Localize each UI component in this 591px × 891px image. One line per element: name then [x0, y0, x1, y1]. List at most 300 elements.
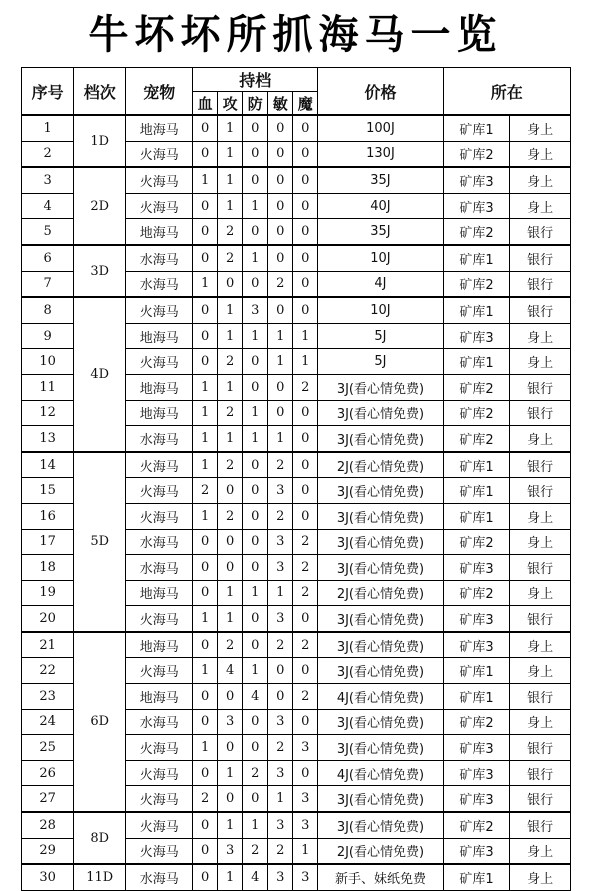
cell-place: 身上 — [510, 167, 571, 193]
cell-tier: 3D — [74, 245, 126, 297]
header-price: 价格 — [318, 68, 443, 116]
cell-mine: 矿库2 — [443, 271, 510, 297]
cell-attr: 1 — [218, 115, 243, 141]
cell-no: 15 — [22, 478, 74, 504]
cell-price: 4J — [318, 271, 443, 297]
cell-no: 19 — [22, 580, 74, 606]
header-pet: 宠物 — [126, 68, 193, 116]
cell-pet: 火海马 — [126, 760, 193, 786]
cell-attr: 0 — [268, 141, 293, 167]
cell-pet: 火海马 — [126, 735, 193, 761]
cell-attr: 1 — [293, 323, 318, 349]
cell-place: 身上 — [510, 141, 571, 167]
cell-no: 20 — [22, 606, 74, 632]
cell-pet: 火海马 — [126, 452, 193, 478]
cell-pet: 火海马 — [126, 297, 193, 323]
cell-attr: 0 — [293, 503, 318, 529]
table-row — [22, 167, 571, 193]
cell-mine: 矿库1 — [443, 115, 510, 141]
header-tier: 档次 — [74, 68, 126, 116]
cell-no: 7 — [22, 271, 74, 297]
cell-pet: 地海马 — [126, 115, 193, 141]
cell-no: 26 — [22, 760, 74, 786]
cell-attr: 0 — [193, 838, 218, 864]
cell-attr: 2 — [293, 632, 318, 658]
cell-attr: 3 — [268, 529, 293, 555]
cell-attr: 0 — [218, 555, 243, 581]
header-attr-group: 持档 — [193, 68, 318, 92]
header-attr-def: 防 — [243, 92, 268, 116]
cell-pet: 地海马 — [126, 580, 193, 606]
cell-place: 银行 — [510, 478, 571, 504]
cell-no: 8 — [22, 297, 74, 323]
cell-no: 22 — [22, 658, 74, 684]
cell-mine: 矿库3 — [443, 838, 510, 864]
cell-place: 银行 — [510, 812, 571, 838]
cell-place: 银行 — [510, 555, 571, 581]
cell-pet: 水海马 — [126, 709, 193, 735]
cell-mine: 矿库3 — [443, 555, 510, 581]
cell-attr: 1 — [218, 297, 243, 323]
cell-attr: 0 — [193, 297, 218, 323]
cell-place: 银行 — [510, 245, 571, 271]
cell-mine: 矿库3 — [443, 786, 510, 812]
cell-attr: 2 — [293, 374, 318, 400]
table-row — [22, 115, 571, 141]
cell-attr: 0 — [243, 632, 268, 658]
cell-place: 身上 — [510, 838, 571, 864]
cell-price: 10J — [318, 297, 443, 323]
cell-no: 29 — [22, 838, 74, 864]
cell-attr: 0 — [243, 555, 268, 581]
cell-place: 身上 — [510, 426, 571, 452]
cell-mine: 矿库1 — [443, 684, 510, 710]
cell-pet: 地海马 — [126, 400, 193, 426]
cell-mine: 矿库2 — [443, 400, 510, 426]
cell-no: 11 — [22, 374, 74, 400]
cell-attr: 1 — [218, 167, 243, 193]
cell-attr: 2 — [218, 349, 243, 375]
cell-place: 银行 — [510, 786, 571, 812]
cell-attr: 1 — [218, 864, 243, 890]
cell-price: 10J — [318, 245, 443, 271]
cell-mine: 矿库3 — [443, 760, 510, 786]
cell-mine: 矿库1 — [443, 864, 510, 890]
cell-attr: 0 — [218, 271, 243, 297]
cell-no: 13 — [22, 426, 74, 452]
cell-mine: 矿库2 — [443, 529, 510, 555]
cell-attr: 1 — [193, 374, 218, 400]
cell-place: 银行 — [510, 400, 571, 426]
cell-attr: 0 — [243, 735, 268, 761]
cell-attr: 1 — [193, 400, 218, 426]
cell-attr: 0 — [293, 606, 318, 632]
cell-attr: 0 — [218, 735, 243, 761]
cell-attr: 0 — [268, 219, 293, 245]
cell-attr: 0 — [218, 684, 243, 710]
cell-price: 新手、妹纸免费 — [318, 864, 443, 890]
cell-place: 银行 — [510, 271, 571, 297]
cell-no: 5 — [22, 219, 74, 245]
cell-attr: 1 — [218, 193, 243, 219]
header-no: 序号 — [22, 68, 74, 116]
cell-attr: 0 — [193, 760, 218, 786]
cell-attr: 0 — [293, 271, 318, 297]
cell-price: 3J(看心情免费) — [318, 632, 443, 658]
cell-mine: 矿库1 — [443, 658, 510, 684]
cell-place: 身上 — [510, 193, 571, 219]
cell-attr: 2 — [293, 555, 318, 581]
table-row — [22, 452, 571, 478]
cell-no: 24 — [22, 709, 74, 735]
cell-price: 3J(看心情免费) — [318, 735, 443, 761]
cell-mine: 矿库2 — [443, 219, 510, 245]
cell-attr: 4 — [243, 684, 268, 710]
cell-pet: 地海马 — [126, 374, 193, 400]
cell-attr: 2 — [243, 760, 268, 786]
cell-attr: 0 — [193, 684, 218, 710]
cell-pet: 火海马 — [126, 141, 193, 167]
cell-attr: 1 — [218, 812, 243, 838]
cell-attr: 0 — [243, 167, 268, 193]
header-location: 所在 — [443, 68, 570, 116]
cell-attr: 1 — [193, 606, 218, 632]
cell-attr: 3 — [293, 812, 318, 838]
cell-attr: 4 — [243, 864, 268, 890]
cell-attr: 0 — [293, 760, 318, 786]
cell-price: 35J — [318, 167, 443, 193]
cell-attr: 0 — [243, 529, 268, 555]
cell-attr: 3 — [268, 709, 293, 735]
cell-mine: 矿库3 — [443, 323, 510, 349]
cell-price: 5J — [318, 323, 443, 349]
cell-no: 16 — [22, 503, 74, 529]
cell-mine: 矿库1 — [443, 297, 510, 323]
cell-no: 4 — [22, 193, 74, 219]
cell-price: 3J(看心情免费) — [318, 606, 443, 632]
cell-mine: 矿库3 — [443, 193, 510, 219]
cell-tier: 8D — [74, 812, 126, 864]
cell-attr: 0 — [293, 193, 318, 219]
cell-attr: 1 — [218, 141, 243, 167]
cell-attr: 0 — [293, 141, 318, 167]
cell-place: 身上 — [510, 503, 571, 529]
cell-attr: 0 — [193, 580, 218, 606]
cell-attr: 1 — [293, 349, 318, 375]
cell-attr: 0 — [243, 709, 268, 735]
cell-mine: 矿库2 — [443, 374, 510, 400]
cell-price: 40J — [318, 193, 443, 219]
cell-place: 身上 — [510, 115, 571, 141]
cell-attr: 1 — [193, 452, 218, 478]
table-row — [22, 812, 571, 838]
cell-place: 身上 — [510, 580, 571, 606]
cell-attr: 1 — [218, 374, 243, 400]
cell-place: 银行 — [510, 684, 571, 710]
cell-tier: 6D — [74, 632, 126, 812]
cell-price: 35J — [318, 219, 443, 245]
cell-price: 5J — [318, 349, 443, 375]
cell-attr: 0 — [293, 245, 318, 271]
cell-tier: 2D — [74, 167, 126, 245]
cell-no: 25 — [22, 735, 74, 761]
cell-no: 14 — [22, 452, 74, 478]
cell-attr: 2 — [293, 580, 318, 606]
cell-price: 3J(看心情免费) — [318, 709, 443, 735]
cell-attr: 0 — [293, 219, 318, 245]
cell-attr: 0 — [268, 400, 293, 426]
cell-pet: 火海马 — [126, 786, 193, 812]
cell-attr: 1 — [193, 271, 218, 297]
cell-pet: 水海马 — [126, 555, 193, 581]
cell-attr: 1 — [218, 760, 243, 786]
cell-attr: 2 — [268, 452, 293, 478]
cell-attr: 0 — [193, 219, 218, 245]
cell-price: 4J(看心情免费) — [318, 684, 443, 710]
cell-attr: 0 — [243, 349, 268, 375]
cell-attr: 2 — [268, 838, 293, 864]
cell-pet: 火海马 — [126, 503, 193, 529]
cell-pet: 火海马 — [126, 193, 193, 219]
header-attr-hp: 血 — [193, 92, 218, 116]
cell-price: 3J(看心情免费) — [318, 478, 443, 504]
cell-attr: 0 — [268, 684, 293, 710]
cell-attr: 3 — [218, 709, 243, 735]
cell-attr: 0 — [193, 193, 218, 219]
seahorse-table — [21, 67, 571, 891]
cell-no: 2 — [22, 141, 74, 167]
cell-attr: 0 — [193, 632, 218, 658]
cell-attr: 0 — [193, 115, 218, 141]
cell-attr: 0 — [243, 271, 268, 297]
cell-price: 3J(看心情免费) — [318, 812, 443, 838]
cell-pet: 火海马 — [126, 478, 193, 504]
cell-pet: 火海马 — [126, 606, 193, 632]
cell-attr: 1 — [243, 323, 268, 349]
cell-no: 9 — [22, 323, 74, 349]
cell-tier: 4D — [74, 297, 126, 452]
cell-attr: 2 — [243, 838, 268, 864]
cell-mine: 矿库1 — [443, 478, 510, 504]
cell-price: 2J(看心情免费) — [318, 452, 443, 478]
cell-attr: 0 — [293, 478, 318, 504]
cell-attr: 2 — [193, 786, 218, 812]
cell-no: 27 — [22, 786, 74, 812]
cell-attr: 2 — [293, 684, 318, 710]
cell-mine: 矿库3 — [443, 735, 510, 761]
cell-pet: 水海马 — [126, 529, 193, 555]
cell-attr: 0 — [218, 529, 243, 555]
cell-no: 21 — [22, 632, 74, 658]
cell-mine: 矿库1 — [443, 503, 510, 529]
cell-pet: 水海马 — [126, 245, 193, 271]
cell-attr: 1 — [268, 323, 293, 349]
cell-tier: 11D — [74, 864, 126, 890]
cell-place: 身上 — [510, 709, 571, 735]
cell-price: 3J(看心情免费) — [318, 786, 443, 812]
cell-attr: 3 — [293, 735, 318, 761]
cell-attr: 0 — [243, 503, 268, 529]
page-title: 牛坏坏所抓海马一览 — [88, 12, 503, 58]
cell-attr: 1 — [193, 503, 218, 529]
cell-no: 23 — [22, 684, 74, 710]
cell-attr: 0 — [268, 115, 293, 141]
cell-attr: 1 — [243, 580, 268, 606]
cell-attr: 1 — [218, 606, 243, 632]
cell-attr: 1 — [268, 786, 293, 812]
cell-attr: 1 — [268, 580, 293, 606]
cell-mine: 矿库1 — [443, 452, 510, 478]
cell-pet: 水海马 — [126, 271, 193, 297]
cell-tier: 5D — [74, 452, 126, 632]
cell-attr: 3 — [218, 838, 243, 864]
cell-attr: 2 — [218, 632, 243, 658]
cell-attr: 0 — [243, 478, 268, 504]
cell-attr: 1 — [243, 812, 268, 838]
cell-attr: 0 — [268, 245, 293, 271]
cell-attr: 0 — [268, 658, 293, 684]
cell-pet: 火海马 — [126, 349, 193, 375]
cell-attr: 1 — [218, 323, 243, 349]
cell-mine: 矿库3 — [443, 632, 510, 658]
cell-mine: 矿库2 — [443, 580, 510, 606]
cell-attr: 3 — [268, 760, 293, 786]
cell-pet: 地海马 — [126, 684, 193, 710]
cell-price: 2J(看心情免费) — [318, 838, 443, 864]
cell-attr: 1 — [243, 400, 268, 426]
table-row — [22, 632, 571, 658]
cell-attr: 0 — [193, 555, 218, 581]
cell-attr: 3 — [268, 812, 293, 838]
cell-attr: 2 — [218, 400, 243, 426]
cell-place: 银行 — [510, 760, 571, 786]
cell-place: 身上 — [510, 349, 571, 375]
cell-no: 28 — [22, 812, 74, 838]
cell-tier: 1D — [74, 115, 126, 167]
cell-attr: 0 — [218, 786, 243, 812]
table-row — [22, 245, 571, 271]
cell-place: 银行 — [510, 219, 571, 245]
cell-attr: 3 — [243, 297, 268, 323]
cell-attr: 2 — [293, 529, 318, 555]
cell-attr: 0 — [268, 167, 293, 193]
cell-attr: 0 — [218, 478, 243, 504]
header-attr-mag: 魔 — [293, 92, 318, 116]
cell-attr: 1 — [218, 580, 243, 606]
cell-attr: 0 — [193, 812, 218, 838]
cell-price: 3J(看心情免费) — [318, 400, 443, 426]
cell-attr: 0 — [293, 452, 318, 478]
cell-attr: 0 — [243, 452, 268, 478]
cell-price: 3J(看心情免费) — [318, 426, 443, 452]
table-row — [22, 297, 571, 323]
header-row — [22, 68, 571, 92]
cell-attr: 2 — [268, 735, 293, 761]
cell-no: 6 — [22, 245, 74, 271]
cell-attr: 3 — [268, 606, 293, 632]
cell-attr: 1 — [193, 167, 218, 193]
cell-no: 1 — [22, 115, 74, 141]
cell-pet: 火海马 — [126, 167, 193, 193]
cell-mine: 矿库1 — [443, 349, 510, 375]
cell-attr: 2 — [218, 245, 243, 271]
header-attr-agi: 敏 — [268, 92, 293, 116]
cell-attr: 0 — [243, 786, 268, 812]
cell-attr: 0 — [193, 529, 218, 555]
cell-pet: 地海马 — [126, 219, 193, 245]
cell-mine: 矿库2 — [443, 709, 510, 735]
cell-attr: 0 — [293, 400, 318, 426]
cell-attr: 0 — [293, 426, 318, 452]
cell-attr: 0 — [193, 323, 218, 349]
cell-pet: 火海马 — [126, 812, 193, 838]
cell-no: 12 — [22, 400, 74, 426]
cell-place: 身上 — [510, 864, 571, 890]
cell-place: 银行 — [510, 374, 571, 400]
cell-price: 3J(看心情免费) — [318, 658, 443, 684]
cell-attr: 0 — [243, 606, 268, 632]
cell-mine: 矿库2 — [443, 812, 510, 838]
cell-attr: 1 — [193, 735, 218, 761]
cell-place: 身上 — [510, 632, 571, 658]
cell-mine: 矿库2 — [443, 426, 510, 452]
cell-attr: 2 — [268, 632, 293, 658]
cell-attr: 3 — [293, 786, 318, 812]
cell-place: 银行 — [510, 735, 571, 761]
cell-attr: 1 — [268, 426, 293, 452]
cell-place: 身上 — [510, 323, 571, 349]
cell-place: 身上 — [510, 529, 571, 555]
cell-attr: 2 — [218, 219, 243, 245]
cell-attr: 0 — [293, 709, 318, 735]
cell-attr: 0 — [193, 349, 218, 375]
cell-no: 10 — [22, 349, 74, 375]
cell-price: 3J(看心情免费) — [318, 529, 443, 555]
cell-attr: 1 — [268, 349, 293, 375]
cell-pet: 水海马 — [126, 426, 193, 452]
cell-attr: 3 — [293, 864, 318, 890]
cell-attr: 0 — [268, 297, 293, 323]
cell-price: 130J — [318, 141, 443, 167]
cell-attr: 1 — [243, 245, 268, 271]
cell-attr: 4 — [218, 658, 243, 684]
cell-attr: 0 — [243, 374, 268, 400]
cell-attr: 2 — [218, 503, 243, 529]
cell-attr: 2 — [268, 503, 293, 529]
table-body — [22, 115, 571, 890]
cell-mine: 矿库3 — [443, 606, 510, 632]
cell-no: 3 — [22, 167, 74, 193]
cell-pet: 地海马 — [126, 632, 193, 658]
cell-place: 身上 — [510, 658, 571, 684]
header-attr-atk: 攻 — [218, 92, 243, 116]
cell-no: 30 — [22, 864, 74, 890]
cell-attr: 2 — [268, 271, 293, 297]
cell-attr: 3 — [268, 478, 293, 504]
cell-attr: 0 — [193, 709, 218, 735]
cell-attr: 2 — [218, 452, 243, 478]
cell-attr: 1 — [243, 426, 268, 452]
cell-attr: 0 — [243, 115, 268, 141]
cell-pet: 地海马 — [126, 323, 193, 349]
cell-attr: 1 — [193, 426, 218, 452]
cell-price: 3J(看心情免费) — [318, 374, 443, 400]
cell-price: 100J — [318, 115, 443, 141]
cell-attr: 0 — [293, 115, 318, 141]
cell-pet: 水海马 — [126, 864, 193, 890]
cell-attr: 0 — [193, 141, 218, 167]
cell-attr: 0 — [243, 219, 268, 245]
